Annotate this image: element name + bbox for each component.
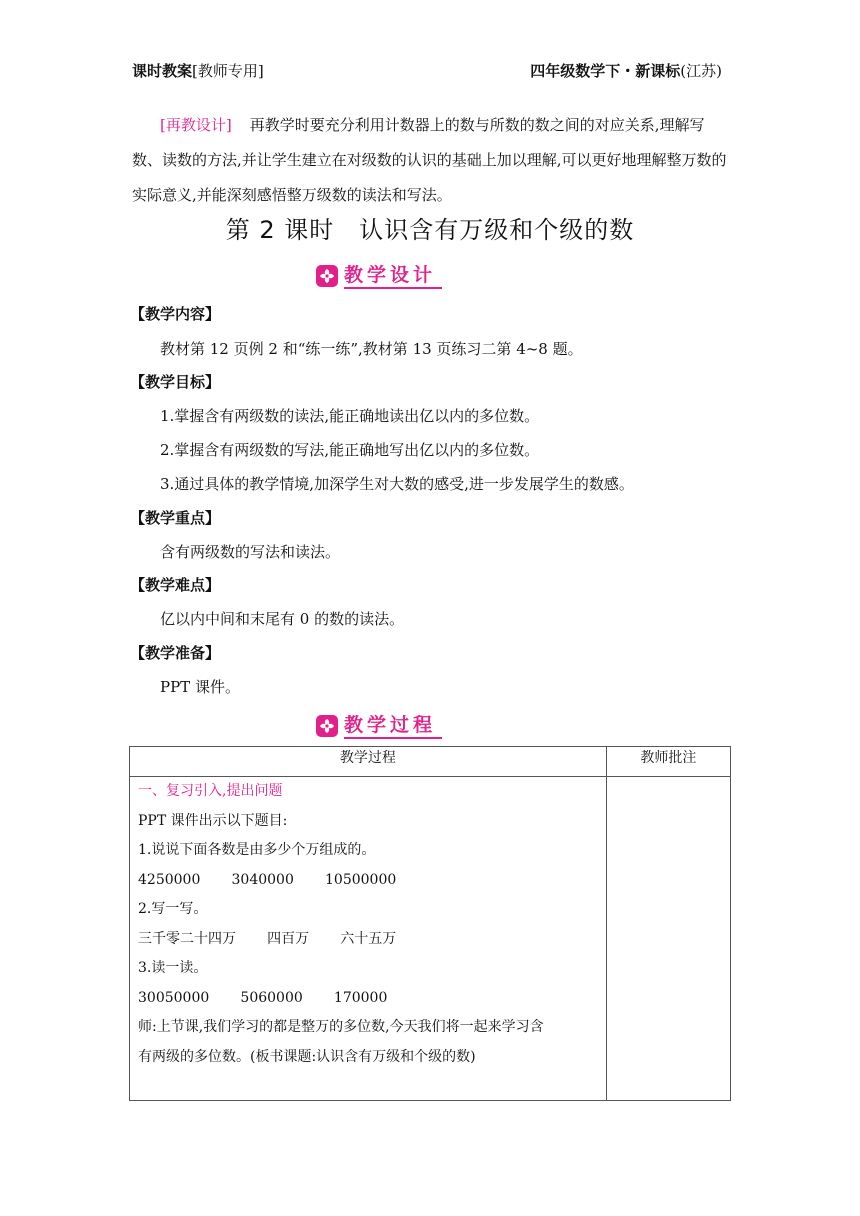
teacher-notes-cell[interactable]: [606, 777, 730, 1101]
key-points-heading: 【教学重点】: [130, 509, 221, 527]
header-right-main: 四年级数学下・新课标: [530, 62, 681, 80]
preparation-text: PPT 课件。: [160, 678, 240, 696]
header-left-main: 课时教案: [132, 62, 193, 80]
redesign-paragraph: [132, 108, 732, 213]
header-left: [132, 60, 264, 81]
lesson-title: 第 2 课时 认识含有万级和个级的数: [225, 216, 635, 244]
process-line: 4250000 3040000 10500000: [138, 871, 397, 888]
process-line: 三千零二十四万 四百万 六十五万: [138, 930, 397, 947]
goals-heading: 【教学目标】: [130, 373, 221, 391]
design-banner: [316, 262, 442, 290]
content-text: 教材第 12 页例 2 和“练一练”,教材第 13 页练习二第 4~8 题。: [160, 340, 583, 358]
process-line: 3.读一读。: [138, 960, 208, 976]
petal-logo-icon: [316, 715, 338, 737]
header-right: [530, 60, 722, 81]
content-heading: 【教学内容】: [130, 305, 221, 323]
key-points-text: 含有两级数的写法和读法。: [160, 543, 341, 561]
redesign-text: 再教学时要充分利用计数器上的数与所数的数之间的对应关系,理解写数、读数的方法,并让学生建立在对级数的认识的基础上加以理解,可以更好地理解整万数的实际意义,并能深刻感悟整万级数的读法和写法。: [132, 116, 727, 204]
petal-logo-icon: [316, 265, 338, 287]
process-line: 2.写一写。: [138, 901, 208, 917]
goal-item: 2.掌握含有两级数的写法,能正确地写出亿以内的多位数。: [160, 441, 540, 459]
table-header-row: [130, 747, 731, 777]
design-banner-title: 教学设计: [344, 263, 442, 289]
process-table: [129, 746, 731, 1101]
header-right-sub: (江苏): [680, 62, 722, 80]
process-banner-title: 教学过程: [344, 713, 442, 739]
redesign-tag: [再教设计]: [160, 116, 232, 134]
goal-item: 1.掌握含有两级数的读法,能正确地读出亿以内的多位数。: [160, 407, 540, 425]
header-left-sub: [教师专用]: [192, 62, 264, 80]
goal-item: 3.通过具体的教学情境,加深学生对大数的感受,进一步发展学生的数感。: [160, 475, 634, 493]
column-header-process: 教学过程: [130, 747, 607, 777]
process-line: 师:上节课,我们学习的都是整万的多位数,今天我们将一起来学习含: [138, 1019, 544, 1035]
process-content-cell: [130, 777, 607, 1101]
process-line: 30050000 5060000 170000: [138, 989, 388, 1006]
process-line: PPT 课件出示以下题目:: [138, 812, 288, 829]
difficulties-text: 亿以内中间和末尾有 0 的数的读法。: [160, 610, 405, 628]
difficulties-heading: 【教学难点】: [130, 576, 221, 594]
column-header-notes: 教师批注: [606, 747, 730, 777]
process-section-title: 一、复习引入,提出问题: [138, 783, 283, 799]
table-row: [130, 777, 731, 1101]
process-line: 有两级的多位数。(板书课题:认识含有万级和个级的数): [138, 1048, 476, 1065]
process-banner: [316, 712, 442, 740]
process-line: 1.说说下面各数是由多少个万组成的。: [138, 842, 376, 858]
preparation-heading: 【教学准备】: [130, 644, 221, 662]
